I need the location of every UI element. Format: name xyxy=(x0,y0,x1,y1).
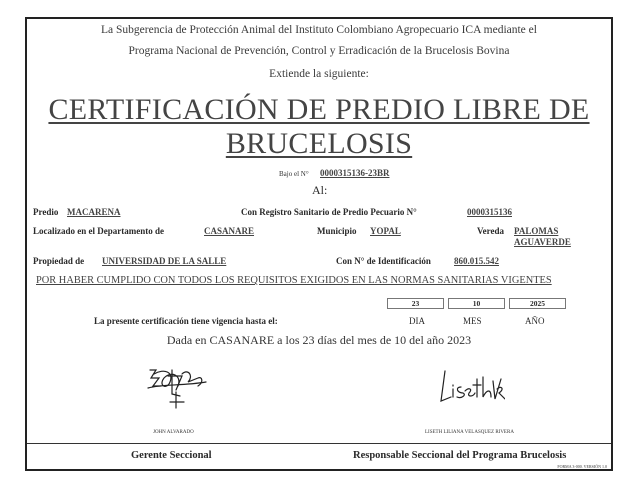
departamento-label: Localizado en el Departamento de xyxy=(33,226,164,236)
issue-statement: Dada en CASANARE a los 23 días del mes de 10 del año 2023 xyxy=(166,333,472,347)
identificacion-label: Con N° de Identificación xyxy=(336,256,431,266)
vereda-value-1: PALOMAS xyxy=(514,226,559,236)
vigencia-label: La presente certificación tiene vigencia hasta el: xyxy=(94,316,278,326)
departamento-value: CASANARE xyxy=(204,226,255,236)
identificacion-value: 860.015.542 xyxy=(454,256,499,266)
municipio-label: Municipio xyxy=(317,226,357,236)
year-label: AÑO xyxy=(525,316,545,326)
registro-value: 0000315136 xyxy=(467,207,512,217)
registro-label: Con Registro Sanitario de Predio Pecuario N° xyxy=(241,207,417,217)
certificate-title-line-1: CERTIFICACIÓN DE PREDIO LIBRE DE xyxy=(48,93,590,126)
propiedad-label: Propiedad de xyxy=(33,256,85,266)
right-signature xyxy=(435,367,505,407)
vereda-value-2: AGUAVERDE xyxy=(514,237,571,247)
bajo-label: Bajo el N° xyxy=(279,170,309,178)
certificate xyxy=(25,17,613,471)
compliance-statement: POR HABER CUMPLIDO CON TODOS LOS REQUISITOS EXIGIDOS EN LAS NORMAS SANITARIAS VIGENTES xyxy=(36,275,552,286)
expiry-month: 10 xyxy=(448,298,505,309)
right-signer-name: LISETH LILIANA VELASQUEZ RIVERA xyxy=(425,430,514,435)
intro-line-2: Programa Nacional de Prevención, Control y Erradicación de la Brucelosis Bovina xyxy=(128,45,510,57)
predio-value: MACARENA xyxy=(67,207,121,217)
al-label: Al: xyxy=(312,183,328,197)
footer-divider xyxy=(27,443,611,444)
intro-line-3: Extiende la siguiente: xyxy=(269,68,369,80)
municipio-value: YOPAL xyxy=(370,226,401,236)
left-signer-title: Gerente Seccional xyxy=(131,450,212,461)
predio-label: Predio xyxy=(33,207,59,217)
left-signer-name: JOHN ALVARADO xyxy=(153,430,194,435)
propiedad-value: UNIVERSIDAD DE LA SALLE xyxy=(102,256,227,266)
day-label: DIA xyxy=(409,316,425,326)
right-signer-title: Responsable Seccional del Programa Brucelosis xyxy=(353,450,567,461)
intro-line-1: La Subgerencia de Protección Animal del Instituto Colombiano Agropecuario ICA mediante el xyxy=(101,24,537,36)
form-code: FORMA 3-000. VERSIÓN 1.0 xyxy=(557,464,607,469)
vereda-label: Vereda xyxy=(477,226,504,236)
month-label: MES xyxy=(463,316,482,326)
expiry-day: 23 xyxy=(387,298,444,309)
certificate-number: 0000315136-23BR xyxy=(320,168,390,178)
left-signature xyxy=(142,364,212,420)
expiry-year: 2025 xyxy=(509,298,566,309)
certificate-title-line-2: BRUCELOSIS xyxy=(225,127,413,160)
